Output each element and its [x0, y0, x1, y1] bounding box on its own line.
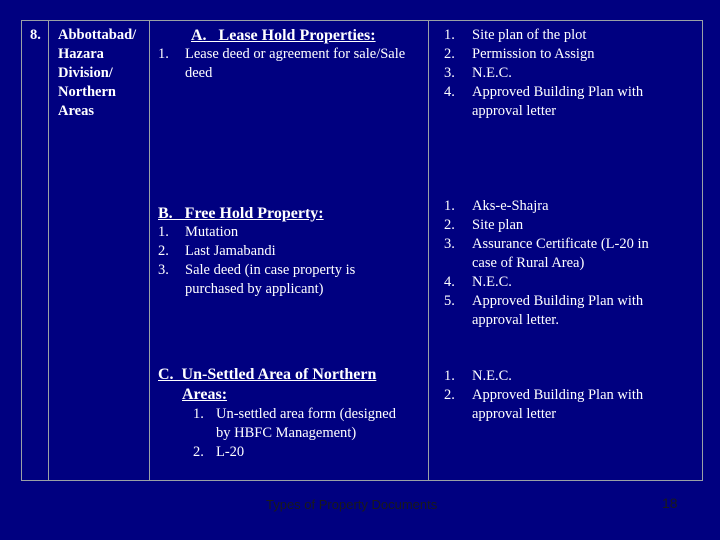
section-b-doc-3-number: 3. — [444, 236, 455, 252]
region-line-1: Abbottabad/ — [58, 27, 137, 43]
section-c-heading-line-2: Areas: — [182, 386, 228, 403]
section-c-item-1-number: 1. — [193, 406, 204, 422]
column-divider-2 — [149, 20, 150, 481]
section-b-item-3-number: 3. — [158, 262, 169, 278]
region-line-2: Hazara — [58, 46, 104, 62]
section-b-doc-4: N.E.C. — [472, 274, 512, 290]
section-b-doc-1-number: 1. — [444, 198, 455, 214]
section-b-doc-5-number: 5. — [444, 293, 455, 309]
section-b-doc-5-line-1: Approved Building Plan with — [472, 293, 644, 309]
section-a-item-1-line-2: deed — [185, 65, 213, 81]
section-a-doc-2-number: 2. — [444, 46, 455, 62]
section-b-item-1-number: 1. — [158, 224, 169, 240]
section-b-doc-2: Site plan — [472, 217, 524, 233]
section-b-doc-3-line-1: Assurance Certificate (L-20 in — [472, 236, 649, 252]
section-a-heading: A. Lease Hold Properties: — [191, 27, 376, 44]
section-b-doc-2-number: 2. — [444, 217, 455, 233]
section-b-doc-3-line-2: case of Rural Area) — [472, 255, 585, 271]
section-b-doc-1: Aks-e-Shajra — [472, 198, 549, 214]
region-line-3: Division/ — [58, 65, 113, 81]
table-border-right — [702, 20, 703, 481]
section-b-doc-5-line-2: approval letter. — [472, 312, 559, 328]
section-a-doc-4-number: 4. — [444, 84, 455, 100]
section-b-heading: B. Free Hold Property: — [158, 205, 324, 222]
section-c-heading-line-1: C. Un-Settled Area of Northern — [158, 366, 377, 383]
column-divider-1 — [48, 20, 49, 481]
table-border-bottom — [21, 480, 703, 481]
section-c-doc-2-line-1: Approved Building Plan with — [472, 387, 644, 403]
section-a-doc-2: Permission to Assign — [472, 46, 595, 62]
section-b-item-3-line-2: purchased by applicant) — [185, 281, 324, 297]
section-b-item-3-line-1: Sale deed (in case property is — [185, 262, 356, 278]
section-a-doc-1: Site plan of the plot — [472, 27, 587, 43]
section-c-doc-1: N.E.C. — [472, 368, 512, 384]
section-c-doc-2-line-2: approval letter — [472, 406, 557, 422]
table-border-left — [21, 20, 22, 481]
section-a-doc-4-line-1: Approved Building Plan with — [472, 84, 644, 100]
section-c-item-1-line-1: Un-settled area form (designed — [216, 406, 396, 422]
section-a-item-1-line-1: Lease deed or agreement for sale/Sale — [185, 46, 406, 62]
section-a-doc-3: N.E.C. — [472, 65, 512, 81]
column-divider-3 — [428, 20, 429, 481]
section-c-item-2: L-20 — [216, 444, 245, 460]
section-a-doc-1-number: 1. — [444, 27, 455, 43]
footer-title: Types of Property Documents — [266, 497, 438, 512]
section-c-item-2-number: 2. — [193, 444, 204, 460]
section-b-item-2-number: 2. — [158, 243, 169, 259]
section-b-item-2: Last Jamabandi — [185, 243, 276, 259]
section-c-doc-2-number: 2. — [444, 387, 455, 403]
section-a-doc-4-line-2: approval letter — [472, 103, 557, 119]
section-b-item-1: Mutation — [185, 224, 239, 240]
section-b-doc-4-number: 4. — [444, 274, 455, 290]
row-number: 8. — [30, 27, 41, 43]
section-c-item-1-line-2: by HBFC Management) — [216, 425, 357, 441]
region-line-5: Areas — [58, 103, 94, 119]
page-number: 18 — [662, 495, 678, 511]
table-border-top — [21, 20, 703, 21]
section-a-doc-3-number: 3. — [444, 65, 455, 81]
section-c-doc-1-number: 1. — [444, 368, 455, 384]
region-line-4: Northern — [58, 84, 116, 100]
section-a-item-1-number: 1. — [158, 46, 169, 62]
